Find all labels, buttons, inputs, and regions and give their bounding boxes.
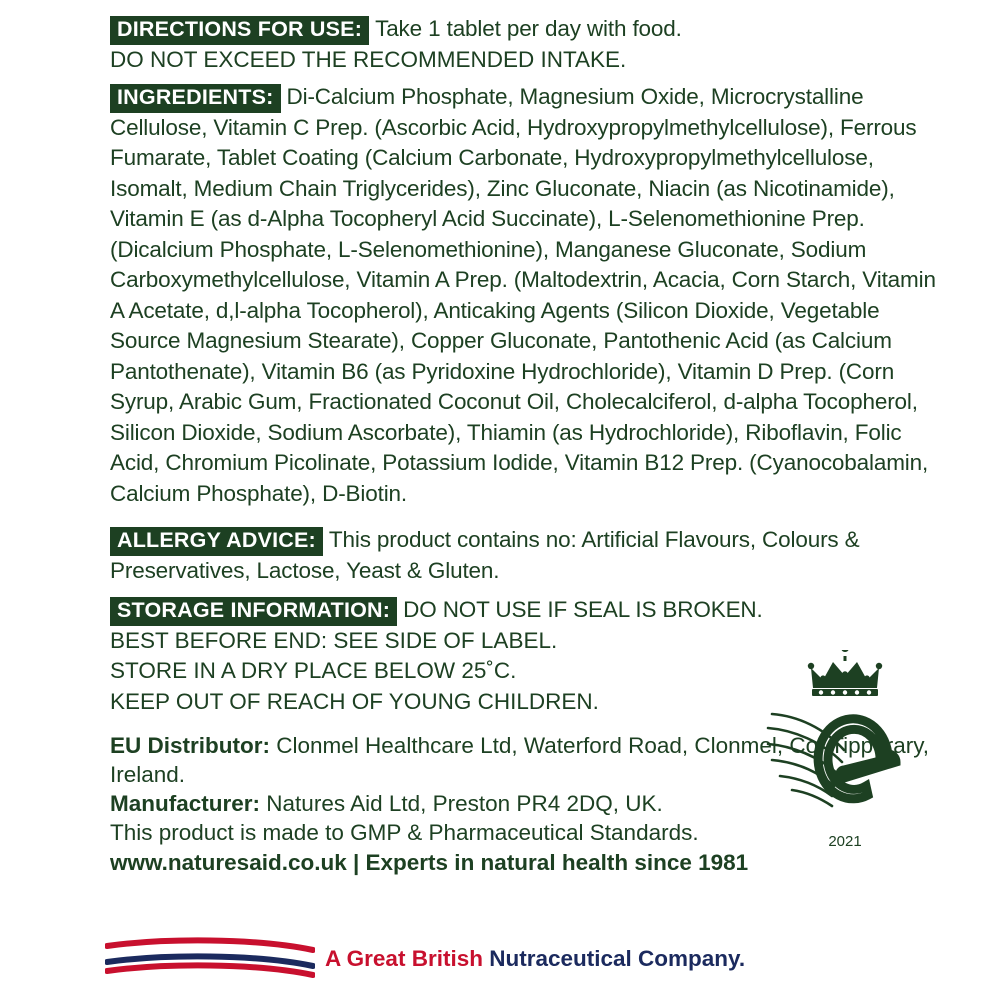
standards-line: This product is made to GMP & Pharmaceutical Standards. — [110, 820, 699, 845]
storage-label: STORAGE INFORMATION: — [110, 597, 397, 626]
emblem-year: 2021 — [828, 833, 862, 850]
eu-distributor-text: Clonmel Healthcare Ltd, Waterford Road, Clonmel, Co. Tipperary, Ireland. — [110, 733, 930, 787]
directions-warning: DO NOT EXCEED THE RECOMMENDED INTAKE. — [110, 47, 627, 72]
storage-best-before: BEST BEFORE END: SEE SIDE OF LABEL. — [110, 627, 558, 653]
directions-text: Take 1 tablet per day with food. — [375, 16, 682, 41]
ingredients-text: Di-Calcium Phosphate, Magnesium Oxide, Microcrystalline Cellulose, Vitamin C Prep. (Ascorbic Acid, Hydroxypropylmethylcellulose), Ferrous Fumarate, Tablet Coating (Calcium Carbonate, Hydroxypropylmethylcellulose, Isomalt, Medium Chain Triglycerides), Zinc Gluconate, Niacin (as Nicotinamide), Vitamin E (as d-Alpha Tocopheryl Acid Succinate), L-Selenomethionine Prep. (Dicalcium Phosphate, L-Selenomethionine), Manganese Gluconate, Sodium Carboxymethylcellulose, Vitamin A Prep. (Maltodextrin, Acacia, Corn Starch, Vitamin A Acetate, d,l-alpha Tocopherol), Anticaking Agents (Silicon Dioxide, Vegetable Source Magnesium Stearate), Copper Gluconate, Pantothenic Acid (as Calcium Pantothenate), Vitamin B6 (as Pyridoxine Hydrochloride), Vitamin D Prep. (Corn Syrup, Arabic Gum, Fractionated Coconut Oil, Cholecalciferol, d-alpha Tocopherol, Silicon Dioxide, Sodium Ascorbate), Thiamin (as Hydrochloride), Riboflavin, Folic Acid, Chromium Picolinate, Potassium Iodide, Vitamin B12 Prep. (Cyanocobalamin, Calcium Phosphate), D-Biotin. — [110, 83, 936, 506]
allergy-text: This product contains no: Artificial Flavours, Colours & Preservatives, Lactose, Yeast & Gluten. — [110, 527, 860, 583]
allergy-paragraph — [110, 525, 940, 587]
storage-keep-out-of-reach: KEEP OUT OF REACH OF YOUNG CHILDREN. — [110, 688, 599, 714]
tagline-navy: Nutraceutical Company. — [489, 946, 746, 971]
ingredients-section — [110, 82, 940, 510]
ingredients-paragraph — [110, 82, 940, 510]
ingredients-label: INGREDIENTS: — [110, 84, 281, 113]
tagline — [325, 946, 745, 972]
directions-section — [110, 14, 940, 76]
directions-label: DIRECTIONS FOR USE: — [110, 16, 369, 45]
manufacturer-text: Natures Aid Ltd, Preston PR4 2DQ, UK. — [266, 791, 663, 816]
tagline-red: A Great British — [325, 946, 490, 971]
directions-line — [110, 14, 940, 45]
british-ribbon-row — [105, 936, 895, 982]
queens-award-emblem-icon — [760, 650, 930, 850]
queens-award-emblem — [760, 650, 930, 870]
website-line[interactable]: www.naturesaid.co.uk | Experts in natural health since 1981 — [110, 850, 749, 875]
storage-first-line — [110, 595, 940, 626]
eu-distributor-label: EU Distributor: — [110, 733, 270, 758]
manufacturer-label: Manufacturer: — [110, 791, 261, 816]
allergy-label: ALLERGY ADVICE: — [110, 527, 323, 556]
allergy-section — [110, 525, 940, 587]
union-ribbon-icon — [105, 936, 315, 982]
storage-temperature: STORE IN A DRY PLACE BELOW 25˚C. — [110, 658, 517, 683]
storage-text: DO NOT USE IF SEAL IS BROKEN. — [403, 596, 763, 622]
